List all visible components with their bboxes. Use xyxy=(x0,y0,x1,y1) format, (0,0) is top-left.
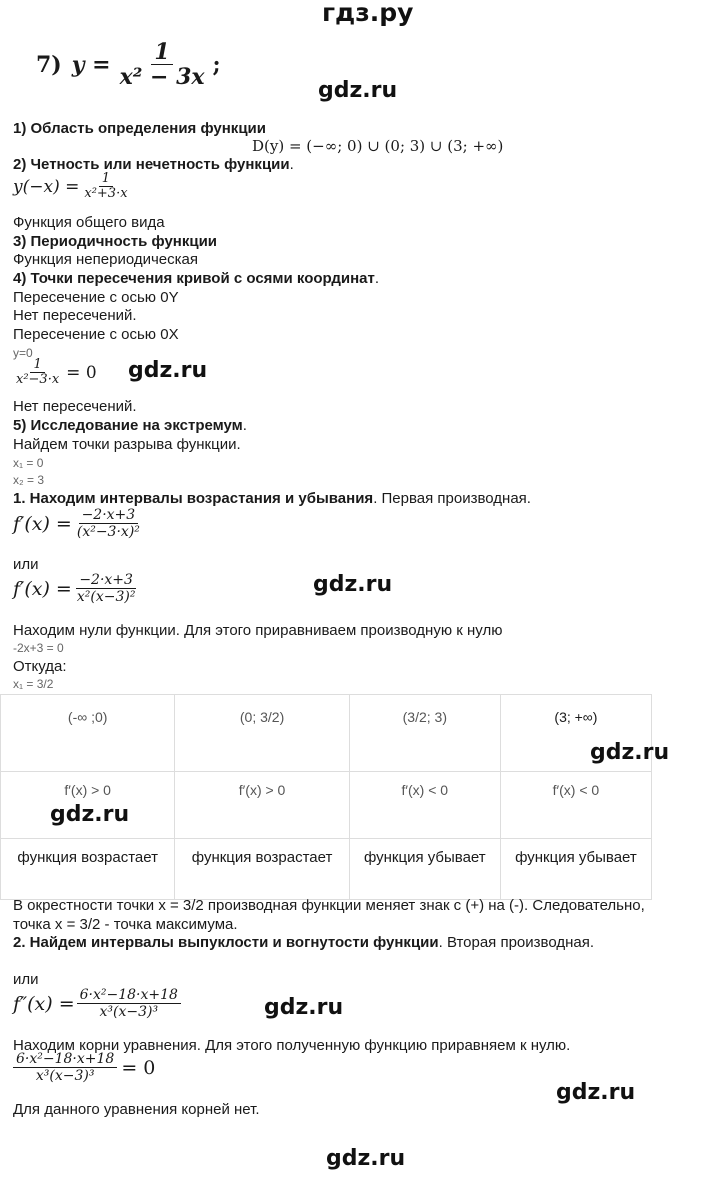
watermark: gdz.ru xyxy=(264,995,344,1020)
task-fraction xyxy=(117,40,208,90)
second-derivative-equation xyxy=(13,1052,155,1084)
intervals-heading-rest: . Первая производная. xyxy=(373,490,531,507)
first-derivative-lhs: f′(x) = xyxy=(13,513,72,536)
parity-denominator: x²+3·x xyxy=(84,186,128,202)
table-row-behaviour xyxy=(1,839,652,900)
break-x1: x₁ = 0 xyxy=(13,456,44,470)
convexity-heading-rest: . Вторая производная. xyxy=(438,934,595,951)
first-derivative-denominator: (x²−3·x)² xyxy=(76,524,140,541)
parity-fraction xyxy=(81,172,130,202)
table-cell-behaviour: функция возрастает xyxy=(175,839,349,900)
watermark-top: гдз.ру xyxy=(322,0,414,27)
table-cell-interval: (3/2; 3) xyxy=(349,695,500,772)
break-x2: x₂ = 3 xyxy=(13,473,45,487)
table-cell-interval: (3; +∞) xyxy=(500,695,651,772)
table-row-intervals xyxy=(1,695,652,772)
heading-intersections xyxy=(13,270,379,288)
ox-numerator: 1 xyxy=(30,358,44,373)
intervals-heading xyxy=(13,490,531,508)
second-derivative-fraction xyxy=(77,988,181,1020)
watermark: gdz.ru xyxy=(313,572,393,597)
task-tail: ; xyxy=(212,52,221,79)
task-numerator: 1 xyxy=(151,40,172,65)
first-derivative-numerator: −2·x+3 xyxy=(79,508,139,524)
second-derivative-eq-denominator: x³(x−3)³ xyxy=(35,1068,95,1085)
watermark: gdz.ru xyxy=(556,1080,636,1105)
parity-result: Функция общего вида xyxy=(13,214,165,231)
ox-rhs: = 0 xyxy=(66,363,97,384)
watermark: gdz.ru xyxy=(318,78,398,103)
root-value: x₁ = 3/2 xyxy=(13,677,54,691)
table-cell-sign: f′(x) > 0 xyxy=(1,772,175,839)
parity-lhs: y(−x) = xyxy=(13,177,80,198)
roots-text: Находим корни уравнения. Для этого полученную функцию приравняем к нулю. xyxy=(13,1037,571,1054)
oy-result: Нет пересечений. xyxy=(13,307,137,324)
ox-result: Нет пересечений. xyxy=(13,398,137,415)
intervals-heading-bold: 1. Находим интервалы возрастания и убывания xyxy=(13,490,374,507)
parity-numerator: 1 xyxy=(99,172,113,187)
second-derivative-eq-rhs: = 0 xyxy=(121,1057,156,1080)
ox-denominator: x²−3·x xyxy=(16,372,60,388)
table-cell-sign: f′(x) < 0 xyxy=(349,772,500,839)
convexity-heading-bold: 2. Найдем интервалы выпуклости и вогнутости функции xyxy=(13,934,439,951)
task-lhs: y = xyxy=(71,52,111,79)
table-cell-behaviour: функция возрастает xyxy=(1,839,175,900)
heading-extremum xyxy=(13,417,247,435)
second-derivative-lhs: f″(x) = xyxy=(13,993,75,1016)
heading-extremum-text: 5) Исследование на экстремум xyxy=(13,417,243,434)
heading-extremum-dot: . xyxy=(242,417,247,434)
heading-intersections-text: 4) Точки пересечения кривой с осями координат xyxy=(13,270,375,287)
watermark-bottom: gdz.ru xyxy=(326,1146,406,1171)
conclusion-line-2: точка x = 3/2 - точка максимума. xyxy=(13,916,238,933)
table-cell-sign: f′(x) < 0 xyxy=(500,772,651,839)
first-derivative-alt-numerator: −2·x+3 xyxy=(76,573,136,589)
heading-periodicity: 3) Периодичность функции xyxy=(13,233,218,250)
first-derivative-alt-denominator: x²(x−3)² xyxy=(76,589,136,606)
table-cell-behaviour: функция убывает xyxy=(349,839,500,900)
first-derivative-fraction xyxy=(74,508,143,540)
periodicity-result: Функция непериодическая xyxy=(13,251,198,268)
oy-label: Пересечение с осью 0Y xyxy=(13,289,179,306)
or-label-2: или xyxy=(13,971,39,988)
task-formula xyxy=(36,40,221,90)
heading-domain: 1) Область определения функции xyxy=(13,120,266,137)
first-derivative xyxy=(13,508,145,540)
second-derivative-eq-numerator: 6·x²−18·x+18 xyxy=(13,1052,117,1068)
whence-label: Откуда: xyxy=(13,658,67,675)
watermark: gdz.ru xyxy=(128,358,208,383)
watermark: gdz.ru xyxy=(590,740,670,765)
zeros-text: Находим нули функции. Для этого приравниваем производную к нулю xyxy=(13,622,503,639)
heading-parity-dot: . xyxy=(289,156,294,173)
or-label: или xyxy=(13,556,39,573)
parity-formula xyxy=(13,172,133,202)
convexity-heading xyxy=(13,934,594,952)
table-cell-interval: (0; 3/2) xyxy=(175,695,349,772)
ox-fraction xyxy=(13,358,62,388)
ox-label: Пересечение с осью 0X xyxy=(13,326,179,343)
table-cell-sign: f′(x) > 0 xyxy=(175,772,349,839)
conclusion-line-1: В окрестности точки x = 3/2 производная функции меняет знак с (+) на (-). Следовательно, xyxy=(13,897,645,914)
second-derivative-numerator: 6·x²−18·x+18 xyxy=(77,988,181,1004)
domain-formula: D(y) = (−∞; 0) ∪ (0; 3) ∪ (3; +∞) xyxy=(252,137,504,155)
ox-equation xyxy=(13,358,97,388)
y-zero: y=0 xyxy=(13,346,33,360)
watermark: gdz.ru xyxy=(50,802,130,827)
second-derivative xyxy=(13,988,183,1020)
heading-parity-text: 2) Четность или нечетность функции xyxy=(13,156,290,173)
second-derivative-eq-fraction xyxy=(13,1052,117,1084)
table-cell-interval: (-∞ ;0) xyxy=(1,695,175,772)
no-roots-text: Для данного уравнения корней нет. xyxy=(13,1101,260,1118)
zero-equation: -2x+3 = 0 xyxy=(13,641,64,655)
task-number: 7) xyxy=(36,52,62,79)
breaks-text: Найдем точки разрыва функции. xyxy=(13,436,241,453)
first-derivative-alt-lhs: f′(x) = xyxy=(13,578,72,601)
task-denominator: x² − 3x xyxy=(119,64,205,91)
first-derivative-alt-fraction xyxy=(74,573,139,605)
second-derivative-denominator: x³(x−3)³ xyxy=(99,1004,159,1021)
heading-intersections-dot: . xyxy=(374,270,379,287)
first-derivative-alt xyxy=(13,573,140,605)
sign-table xyxy=(0,694,652,900)
table-cell-behaviour: функция убывает xyxy=(500,839,651,900)
